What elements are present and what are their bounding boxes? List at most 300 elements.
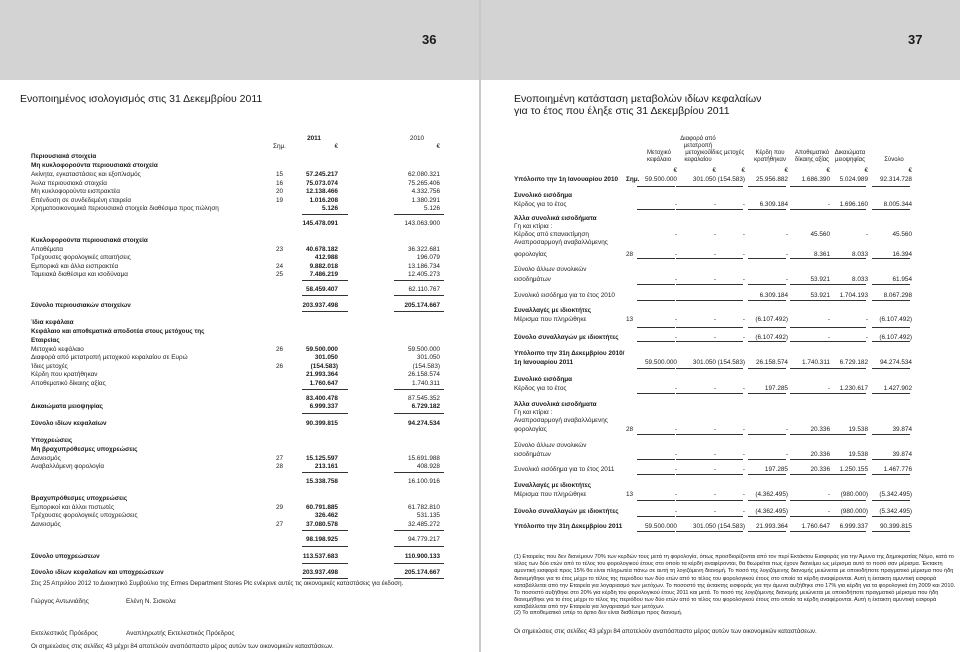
value-2010: 32.485.272 (408, 521, 440, 528)
value-2010: (154.583) (412, 363, 440, 370)
double-rule (705, 531, 743, 532)
row-label: φορολογίας (514, 426, 547, 433)
rule (637, 516, 675, 517)
value-2011: 37.080.578 (306, 521, 338, 528)
equity-title-line-1: Ενοποιημένη κατάσταση μεταβολών ιδίων κεφαλαίων (514, 93, 762, 105)
row-label: Ίδια κεφάλαια (31, 319, 74, 326)
rule (872, 327, 910, 328)
equity-value: 1.250.155 (839, 466, 868, 473)
rule (705, 186, 743, 187)
value-2011: 15.338.758 (306, 478, 338, 485)
equity-value: - (674, 201, 677, 208)
row-label: Δανεισμός (31, 521, 61, 528)
row-label: Άυλα περιουσιακά στοιχεία (31, 180, 108, 187)
rule (790, 459, 828, 460)
row-label: Διαφορά από μετατροπή μετοχικού κεφαλαίου σε Ευρώ (31, 354, 188, 361)
row-label: Σύνολο άλλων συνολικών (514, 442, 587, 449)
row-note: 26 (276, 363, 284, 370)
value-2011: 9.882.018 (309, 263, 338, 270)
rule (872, 284, 910, 285)
equity-value: 92.314.728 (880, 176, 912, 183)
column-header: Αποθεματικό δίκαιης αξίας (794, 150, 830, 163)
row-label: Άλλα συνολικά εισοδήματα (514, 215, 597, 222)
equity-value: - (865, 334, 868, 341)
rule (394, 563, 444, 564)
value-2011: 90.399.815 (306, 420, 338, 427)
row-label: Γη και κτίρια : (514, 409, 553, 416)
equity-value: - (713, 508, 716, 515)
rule (705, 327, 743, 328)
equity-value: - (713, 316, 716, 323)
equity-value: - (865, 316, 868, 323)
balance-row (0, 535, 479, 545)
rule (302, 214, 348, 215)
rule (872, 500, 910, 501)
equity-value: - (742, 276, 745, 283)
value-2010: 94.274.534 (408, 420, 440, 427)
equity-value: - (742, 426, 745, 433)
row-label: Δικαιώματα μειοψηφίας (31, 403, 103, 410)
col-note: Σημ. (273, 143, 286, 150)
row-label: Άλλα συνολικά εισοδήματα (514, 401, 597, 408)
balance-row (0, 301, 479, 311)
equity-value: 20.336 (810, 451, 830, 458)
equity-value: 19.538 (848, 451, 868, 458)
balance-row (0, 462, 479, 472)
row-note: 29 (276, 504, 284, 511)
double-rule (828, 531, 866, 532)
value-2011: 6.999.337 (309, 403, 338, 410)
double-rule (394, 311, 444, 312)
equity-value: - (713, 334, 716, 341)
equity-value: - (742, 466, 745, 473)
equity-value: - (674, 385, 677, 392)
value-2010: 408.928 (416, 463, 440, 470)
equity-value: 59.500.000 (645, 176, 677, 183)
row-label: Αποθεματικό δίκαιης αξίας (31, 380, 106, 387)
equity-value: - (674, 491, 677, 498)
row-label: Αποθέματα (31, 246, 64, 253)
equity-value: 1.686.390 (801, 176, 830, 183)
equity-value: - (713, 251, 716, 258)
equity-value: (154.583) (717, 523, 745, 530)
value-2011: 60.791.885 (306, 504, 338, 511)
currency-symbol: € (741, 167, 745, 174)
equity-value: 8.033 (852, 251, 868, 258)
row-note: 27 (276, 455, 284, 462)
rule (790, 474, 828, 475)
column-header: Δικαιώματα μειοψηφίας (834, 150, 866, 163)
double-rule (302, 311, 348, 312)
currency-symbol: € (673, 167, 677, 174)
row-note: 23 (276, 246, 284, 253)
value-2011: 12.138.466 (306, 188, 338, 195)
rule (637, 186, 675, 187)
right-page (481, 0, 960, 652)
value-2010: 26.158.574 (408, 371, 440, 378)
rule (705, 300, 743, 301)
equity-value: 5.024.989 (839, 176, 868, 183)
rule (748, 368, 786, 369)
row-label: Συνολικό εισόδημα (514, 376, 573, 383)
equity-value: 20.336 (810, 466, 830, 473)
equity-value: - (742, 491, 745, 498)
equity-value: (154.583) (717, 359, 745, 366)
row-label: Συνολικό εισόδημα για το έτος 2010 (514, 292, 615, 299)
row-label: Αναβαλλόμενη φορολογία (31, 463, 105, 470)
equity-value: 45.560 (810, 231, 830, 238)
value-2010: 143.063.900 (404, 220, 440, 227)
double-rule (872, 531, 910, 532)
rule (302, 413, 348, 414)
equity-value: - (827, 385, 830, 392)
equity-row (481, 265, 960, 275)
signer-1-name: Γιώργος Αντωνιάδης (31, 598, 89, 605)
rule (394, 413, 444, 414)
equity-value: - (713, 231, 716, 238)
equity-value: 59.500.000 (645, 359, 677, 366)
row-label: 1η Ιανουαρίου 2011 (514, 359, 574, 366)
row-note: 28 (626, 426, 634, 433)
rule (828, 474, 866, 475)
rule (394, 472, 444, 473)
row-label: Επένδυση σε συνδεδεμένη εταιρεία (31, 197, 132, 204)
value-2010: 59.500.000 (408, 346, 440, 353)
value-2010: 12.405.273 (408, 271, 440, 278)
equity-value: - (713, 201, 716, 208)
rule (302, 563, 348, 564)
rule (394, 214, 444, 215)
value-2011: 326.462 (314, 512, 338, 519)
row-label: Κέρδος από επανεκτίμηση (514, 231, 589, 238)
rule (872, 258, 910, 259)
equity-value: - (827, 334, 830, 341)
value-2010: 94.779.217 (408, 536, 440, 543)
rule (790, 341, 828, 342)
equity-value: - (827, 316, 830, 323)
equity-value: (4.362.495) (755, 491, 788, 498)
value-2010: 87.545.352 (408, 395, 440, 402)
rule (828, 341, 866, 342)
currency-symbol: € (908, 167, 912, 174)
value-2010: 62.080.321 (408, 171, 440, 178)
rule (790, 209, 828, 210)
row-note: 13 (626, 316, 634, 323)
left-page-number: 36 (422, 32, 437, 47)
rule (302, 546, 348, 547)
column-header: Διαφορά από μετατροπή μετοχικού κεφαλαίου (680, 136, 716, 163)
left-page (0, 0, 479, 652)
equity-value: 59.500.000 (645, 523, 677, 530)
equity-value: (154.583) (717, 176, 745, 183)
balance-row (0, 568, 479, 578)
rule (828, 393, 866, 394)
equity-row (481, 490, 960, 500)
equity-value: 8.033 (852, 276, 868, 283)
equity-value: - (713, 466, 716, 473)
row-label: Συναλλαγές με ιδιοκτήτες (514, 482, 592, 489)
footnote-2: (2) Το αποθεματικό υπέρ το άρτιο δεν είναι διαθέσιμο προς διανομή. (514, 610, 683, 616)
rule (790, 516, 828, 517)
value-2010: 6.729.182 (411, 403, 440, 410)
row-label: εισοδημάτων (514, 276, 551, 283)
row-label: Περιουσιακά στοιχεία (31, 153, 97, 160)
currency-symbol: € (864, 167, 868, 174)
row-label: Σύνολο υποχρεώσεων (31, 553, 100, 560)
balance-row (0, 219, 479, 229)
row-label: Μέρισμα που πληρώθηκε (514, 491, 587, 498)
value-2010: 531.135 (416, 512, 440, 519)
value-2011: 40.678.182 (306, 246, 338, 253)
equity-value: 19.538 (848, 426, 868, 433)
equity-value: 8.005.344 (883, 201, 912, 208)
equity-value: - (742, 201, 745, 208)
value-2010: 301.050 (416, 354, 440, 361)
value-2010: 110.900.133 (404, 553, 440, 560)
row-note: 16 (276, 180, 284, 187)
equity-value: - (785, 251, 788, 258)
value-2011: 75.073.074 (306, 180, 338, 187)
value-2010: 1.380.291 (411, 197, 440, 204)
currency-symbol: € (826, 167, 830, 174)
rule (705, 516, 743, 517)
rule (705, 393, 743, 394)
row-label: Ταμειακά διαθέσιμα και ισοδύναμα (31, 271, 128, 278)
rule (828, 258, 866, 259)
double-rule (790, 531, 828, 532)
rule (302, 472, 348, 473)
equity-value: 1.696.160 (839, 201, 868, 208)
currency-2010: € (436, 143, 440, 150)
equity-value: - (827, 201, 830, 208)
value-2011: 213.161 (314, 463, 338, 470)
row-note: 19 (276, 197, 284, 204)
row-label: Γη και κτίρια : (514, 223, 553, 230)
equity-value: 39.874 (892, 426, 912, 433)
rule (637, 209, 675, 210)
value-2011: 203.937.498 (302, 569, 338, 576)
rule (872, 516, 910, 517)
row-note: 15 (276, 171, 284, 178)
equity-value: 61.954 (892, 276, 912, 283)
row-label: Χρηματοοικονομικά περιουσιακά στοιχεία διαθέσιμα προς πώληση (31, 205, 219, 212)
equity-value: - (785, 276, 788, 283)
row-label: Ακίνητα, εγκαταστάσεις και εξοπλισμός (31, 171, 141, 178)
row-label: Σύνολο ιδίων κεφαλαίων (31, 420, 107, 427)
equity-row (481, 238, 960, 248)
row-note: 28 (276, 463, 284, 470)
equity-value: - (785, 231, 788, 238)
value-2010: 13.186.734 (408, 263, 440, 270)
value-2011: 1.760.647 (309, 380, 338, 387)
equity-value: - (674, 466, 677, 473)
value-2010: 1.740.311 (412, 380, 440, 387)
equity-value: 1.467.776 (883, 466, 912, 473)
row-note: 28 (626, 251, 634, 258)
equity-value: (6.107.492) (879, 334, 912, 341)
balance-row (0, 379, 479, 389)
rule (748, 516, 786, 517)
rule (637, 258, 675, 259)
rule (637, 393, 675, 394)
equity-value: - (865, 231, 868, 238)
rule (790, 368, 828, 369)
value-2011: 203.937.498 (302, 302, 338, 309)
equity-value: - (674, 276, 677, 283)
rule (872, 300, 910, 301)
row-label: Δανεισμός (31, 455, 61, 462)
equity-value: - (827, 508, 830, 515)
equity-value: 25.956.882 (756, 176, 788, 183)
rule (637, 327, 675, 328)
value-2011: 83.400.478 (306, 395, 338, 402)
value-2010: 36.322.681 (408, 246, 440, 253)
rule (790, 393, 828, 394)
balance-row (0, 285, 479, 295)
rule (394, 280, 444, 281)
balance-row (0, 270, 479, 280)
value-2011: 412.988 (314, 254, 338, 261)
value-2010: 196.079 (416, 254, 440, 261)
equity-value: - (674, 316, 677, 323)
row-label: Συνολικό εισόδημα για το έτος 2011 (514, 466, 615, 473)
row-label: Μετοχικό κεφάλαιο (31, 346, 84, 353)
rule (637, 474, 675, 475)
row-label: Σύνολο περιουσιακών στοιχείων (31, 302, 131, 309)
rule (705, 474, 743, 475)
rule (748, 258, 786, 259)
balance-row (0, 520, 479, 530)
row-label: Τρέχουσες φορολογικές απαιτήσεις (31, 254, 131, 261)
rule (748, 186, 786, 187)
row-note: 13 (626, 491, 634, 498)
rule (748, 300, 786, 301)
equity-value: - (742, 334, 745, 341)
equity-value: - (713, 491, 716, 498)
row-label: Σύνολο συναλλαγών με ιδιοκτήτες (514, 334, 619, 341)
equity-value: 1.230.617 (839, 385, 868, 392)
value-2011: 57.245.217 (306, 171, 338, 178)
rule (705, 284, 743, 285)
row-note: Σημ. (626, 176, 640, 183)
rule (790, 434, 828, 435)
equity-value: 6.309.184 (759, 201, 788, 208)
rule (872, 368, 910, 369)
rule (748, 474, 786, 475)
right-notes-reference: Οι σημειώσεις στις σελίδες 43 μέχρι 84 αποτελούν αναπόσπαστο μέρος αυτών των οικονομικών καταστάσεων. (514, 628, 817, 635)
rule (872, 341, 910, 342)
equity-value: - (674, 426, 677, 433)
equity-row (481, 315, 960, 325)
row-label: Σύνολο ιδίων κεφαλαίων και υποχρεώσεων (31, 569, 164, 576)
equity-value: - (742, 451, 745, 458)
equity-value: - (713, 426, 716, 433)
double-rule (748, 531, 786, 532)
value-2011: 21.993.364 (306, 371, 338, 378)
row-label: Κέρδος για το έτος (514, 201, 567, 208)
equity-row (481, 175, 960, 185)
equity-value: - (742, 508, 745, 515)
value-2011: 59.500.000 (306, 346, 338, 353)
value-2010: 75.265.406 (408, 180, 440, 187)
row-label: Μη βραχυπρόθεσμες υποχρεώσεις (31, 446, 138, 453)
rule (872, 474, 910, 475)
footnote-1: (1) Εταιρείες που δεν διανέμουν 70% των κερδών τους μετά τη φορολογία, όπως προσδιορίζονται από τον περί Εκτάκτου Εισφοράς για την Άμυνα της Δημοκρατίας Νόμο, κατά το τέλος των δύο ετών από το τέλος του φορολογικού έτους στο οποίο τα κέρδη αναφέρονται, θα θεωρείται πως έχουν διανείμει ως μέρισμα αυτό το ποσό σαν μέρισμα. Έκτακτη αμυντική εισφορά προς 15% θα είναι πληρωτέα πάνω σε αυτή τη λογιζόμενη διανομή. Το ποσό της λογιζόμενης διανομής μειώνεται με οποιοδήποτε πραγματικό μέρισμα που ήδη διανεμήθηκε για το έτος μέχρι το τέλος της περιόδου των δύο ετών από το τέλος του φορολογικού έτους στο οποίο τα κέρδη αναφέρονται. Αυτή η έκτακτη αμυντική εισφορά καταβάλλεται από την Εταιρεία για λογαριασμό των μετόχων. Το ποσοστό της έκτακτης εισφοράς για την άμυνα αυξήθηκε στο 17% για κέρδη για τα φορολογικά έτη 2009 και 2010. Το ποσοστό αυξήθηκε στο 20% για κέρδη του φορολογικού έτους 2011 και μετά. Το ποσό της λογιζόμενης διανομής μειώνεται με οποιοδήποτε πραγματικό μέρισμα που ήδη διανεμήθηκε για το έτος μέχρι το τέλος της περιόδου των δύο ετών από το τέλος του φορολογικού έτους στο οποίο τα κέρδη αναφέρονται. Αυτή η έκτακτη αμυντική εισφορά καταβάλλεται από την Εταιρεία για λογαριασμό των μετόχων. (514, 554, 956, 611)
left-notes-reference: Οι σημειώσεις στις σελίδες 43 μέχρι 84 αποτελούν αναπόσπαστο μέρος αυτών των οικονομικών καταστάσεων. (31, 643, 334, 650)
equity-value: - (742, 231, 745, 238)
value-2011: 58.459.407 (306, 286, 338, 293)
rule (748, 209, 786, 210)
equity-value: (5.342.495) (879, 508, 912, 515)
rule (872, 186, 910, 187)
rule (828, 300, 866, 301)
equity-value: 301.050 (692, 523, 716, 530)
col-2011: 2011 (307, 135, 321, 142)
equity-value: - (742, 316, 745, 323)
equity-value: 8.067.298 (883, 292, 912, 299)
rule (394, 389, 444, 390)
equity-statement-title (514, 93, 761, 117)
rule (748, 341, 786, 342)
equity-value: - (827, 491, 830, 498)
equity-value: - (742, 251, 745, 258)
rule (705, 459, 743, 460)
rule (748, 500, 786, 501)
row-label: Βραχυπρόθεσμες υποχρεώσεις (31, 495, 128, 502)
equity-value: 301.050 (692, 359, 716, 366)
rule (748, 459, 786, 460)
value-2011: 98.198.925 (306, 536, 338, 543)
value-2010: 205.174.667 (404, 569, 440, 576)
row-note: 27 (276, 521, 284, 528)
equity-value: - (713, 385, 716, 392)
double-rule (637, 531, 675, 532)
equity-value: 6.999.337 (839, 523, 868, 530)
row-note: 20 (276, 188, 284, 195)
equity-value: - (674, 508, 677, 515)
value-2010: 5.126 (424, 205, 440, 212)
equity-value: (6.107.492) (755, 316, 788, 323)
value-2011: 113.537.683 (302, 553, 338, 560)
rule (705, 209, 743, 210)
equity-value: (4.362.495) (755, 508, 788, 515)
rule (637, 500, 675, 501)
rule (748, 284, 786, 285)
row-label: Υποχρεώσεις (31, 437, 73, 444)
equity-value: (6.107.492) (879, 316, 912, 323)
equity-value: - (742, 385, 745, 392)
equity-value: 1.760.647 (801, 523, 830, 530)
equity-row (481, 358, 960, 368)
rule (748, 434, 786, 435)
row-note: 24 (276, 263, 284, 270)
currency-2011: € (334, 143, 338, 150)
rule (302, 295, 348, 296)
equity-title-line-2: για το έτος που έληξε στις 31 Δεκεμβρίου 2011 (514, 105, 730, 117)
signer-2-role: Αναπληρωτής Εκτελεστικός Πρόεδρος (126, 630, 235, 637)
rule (637, 368, 675, 369)
rule (394, 295, 444, 296)
equity-value: 90.399.815 (880, 523, 912, 530)
value-2010: 4.332.756 (411, 188, 440, 195)
equity-value: 301.050 (692, 176, 716, 183)
value-2010: 16.100.916 (408, 478, 440, 485)
equity-value: 1.740.311 (802, 359, 830, 366)
rule (637, 341, 675, 342)
rule (302, 280, 348, 281)
value-2010: 205.174.667 (404, 302, 440, 309)
value-2011: 7.486.219 (309, 271, 338, 278)
